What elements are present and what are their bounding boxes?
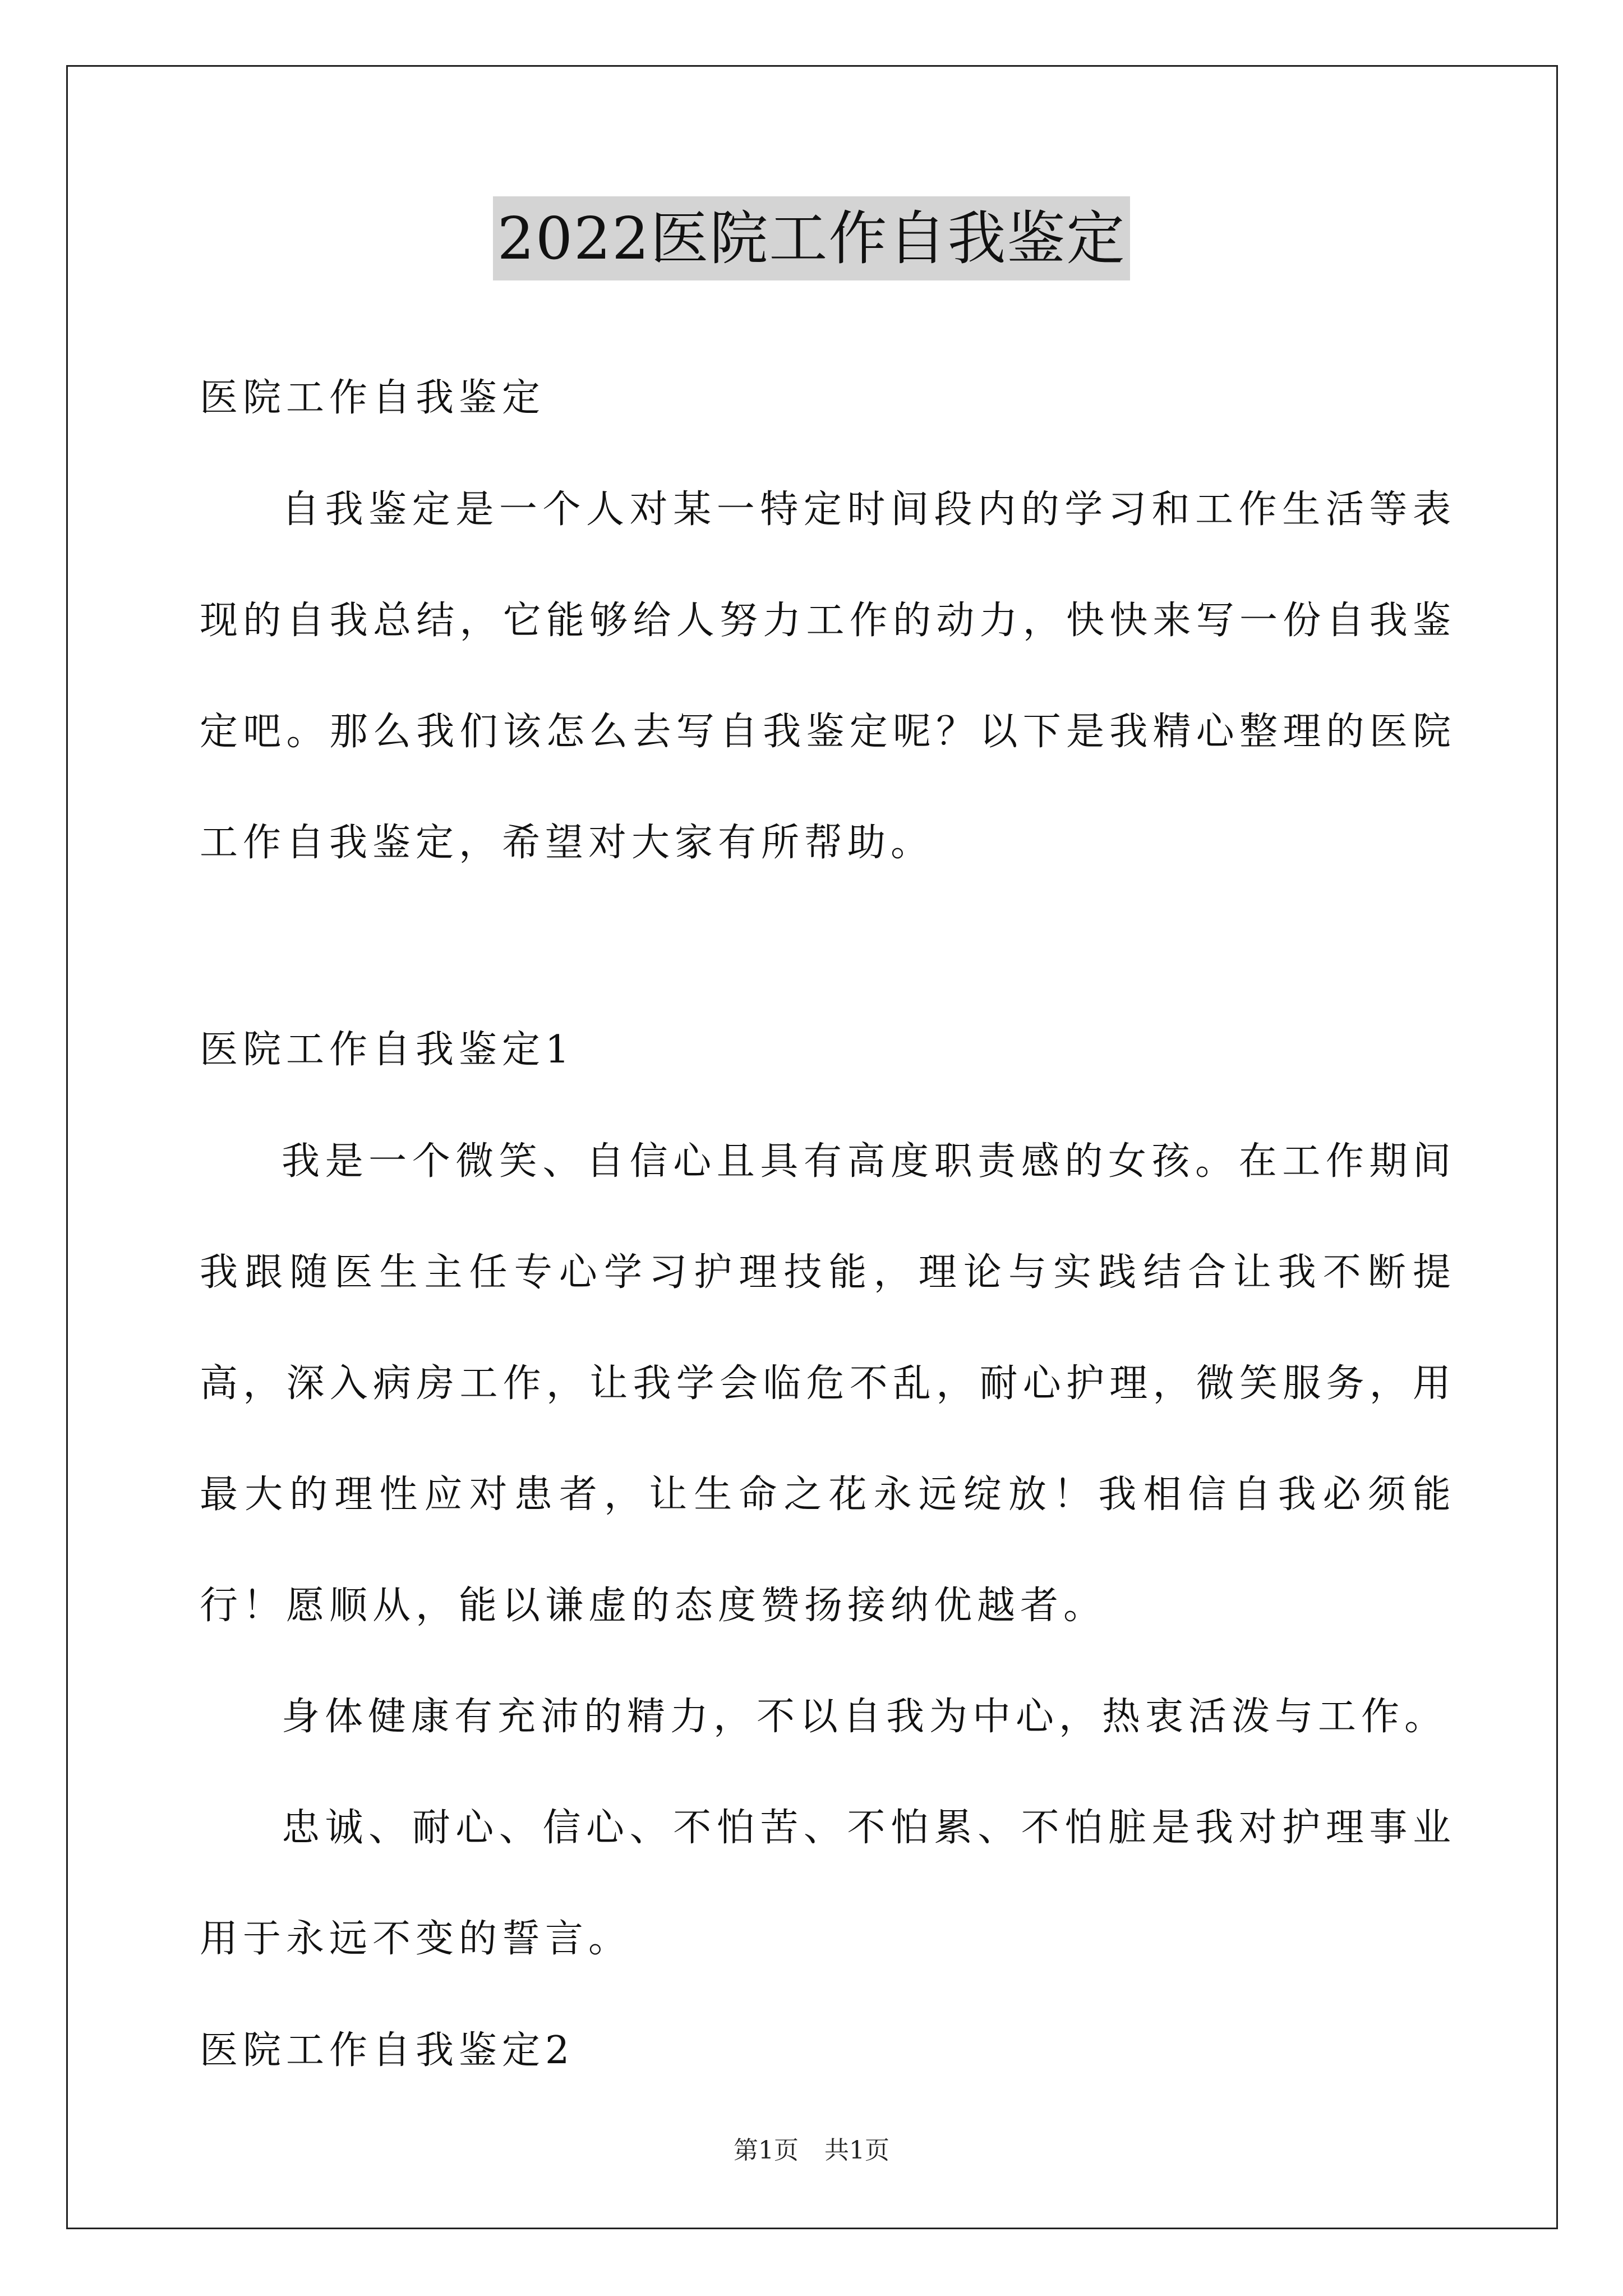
document-title: 2022医院工作自我鉴定 — [493, 196, 1131, 280]
section-1-paragraph-1: 我是一个微笑、自信心且具有高度职责感的女孩。在工作期间我跟随医生主任专心学习护理技能，理论与实践结合让我不断提高，深入病房工作，让我学会临危不乱，耐心护理，微笑服务，用最大的理性应对患者，让生命之花永远绽放！我相信自我必须能行！愿顺从，能以谦虚的态度赞扬接纳优越者。 — [200, 1139, 1456, 1628]
document-subtitle: 医院工作自我鉴定 — [200, 376, 546, 420]
page-count: 共1页 — [824, 2136, 889, 2165]
title-container — [0, 196, 1623, 280]
section-heading-2: 医院工作自我鉴定2 — [200, 2028, 575, 2073]
section-1-paragraph-3: 忠诚、耐心、信心、不怕苦、不怕累、不怕脏是我对护理事业用于永远不变的誓言。 — [200, 1806, 1456, 1961]
section-spacer — [200, 899, 1456, 994]
section-1-paragraph-2: 身体健康有充沛的精力，不以自我为中心，热衷活泼与工作。 — [282, 1695, 1448, 1739]
section-heading-1: 医院工作自我鉴定1 — [200, 1028, 575, 1072]
page-footer — [0, 2134, 1623, 2168]
page-number: 第1页 — [734, 2136, 799, 2165]
document-body — [200, 342, 1456, 2107]
intro-paragraph: 自我鉴定是一个人对某一特定时间段内的学习和工作生活等表现的自我总结，它能够给人努力工作的动力，快快来写一份自我鉴定吧。那么我们该怎么去写自我鉴定呢？以下是我精心整理的医院工作自我鉴定，希望对大家有所帮助。 — [200, 487, 1456, 865]
